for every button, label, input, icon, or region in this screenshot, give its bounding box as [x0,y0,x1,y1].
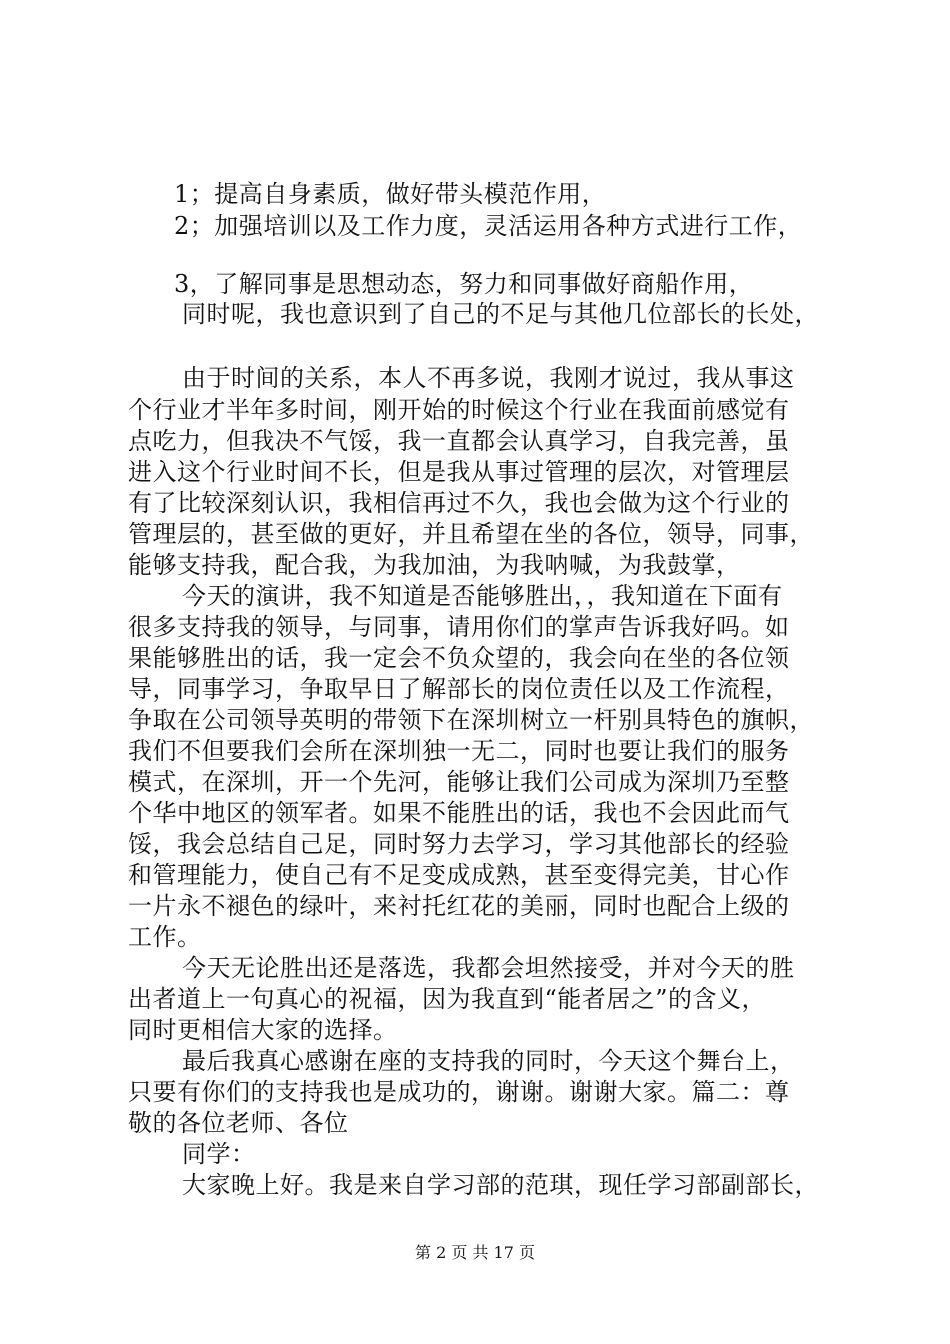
paragraph-line: 模式，在深圳，开一个先河，能够让我们公司成为深圳乃至整 [128,768,790,796]
paragraph-line: 敬的各位老师、各位 [128,1109,349,1137]
page-number-footer: 第 2 页 共 17 页 [415,1243,535,1262]
paragraph-line: 有了比较深刻认识，我相信再过不久，我也会做为这个行业的 [128,489,790,517]
paragraph-line: 进入这个行业时间不长，但是我从事过管理的层次，对管理层 [128,458,790,486]
paragraph-line: 很多支持我的领导，与同事，请用你们的掌声告诉我好吗。如 [128,613,790,641]
paragraph-line: 果能够胜出的话，我一定会不负众望的，我会向在坐的各位领 [128,644,790,672]
paragraph-line: 同学： [182,1140,256,1168]
paragraph-line: 个华中地区的领军者。如果不能胜出的话，我也不会因此而气 [128,799,790,827]
paragraph-line: 出者道上一句真心的祝福，因为我直到“能者居之”的含义， [128,985,767,1013]
list-item-3: 3，了解同事是思想动态，努力和同事做好商船作用， [174,270,754,298]
paragraph-line: 同时呢，我也意识到了自己的不足与其他几位部长的长处， [182,300,819,328]
paragraph-line: 今天无论胜出还是落选，我都会坦然接受，并对今天的胜 [182,954,795,982]
paragraph-line: 能够支持我，配合我，为我加油，为我呐喊，为我鼓掌， [128,551,741,579]
paragraph-line: 今天的演讲，我不知道是否能够胜出，，我知道在下面有 [182,582,783,610]
list-item-1: 1；提高自身素质，做好带头模范作用， [174,180,607,208]
paragraph-line: 一片永不褪色的绿叶，来衬托红花的美丽，同时也配合上级的 [128,892,790,920]
paragraph-line: 大家晚上好。我是来自学习部的范琪，现任学习部副部长， [182,1171,819,1199]
paragraph-line: 馁，我会总结自己足，同时努力去学习，学习其他部长的经验 [128,830,790,858]
paragraph-line: 只要有你们的支持我也是成功的，谢谢。谢谢大家。篇二：尊 [128,1078,790,1106]
paragraph-line: 导，同事学习，争取早日了解部长的岗位责任以及工作流程， [128,675,790,703]
paragraph-line: 管理层的，甚至做的更好，并且希望在坐的各位，领导，同事， [128,520,814,548]
paragraph-line: 争取在公司领导英明的带领下在深圳树立一杆别具特色的旗帜， [128,706,814,734]
list-item-2: 2；加强培训以及工作力度，灵活运用各种方式进行工作， [174,212,803,240]
paragraph-line: 工作。 [128,923,202,951]
paragraph-line: 和管理能力，使自己有不足变成成熟，甚至变得完美，甘心作 [128,861,790,889]
paragraph-line: 我们不但要我们会所在深圳独一无二，同时也要让我们的服务 [128,737,790,765]
paragraph-line: 同时更相信大家的选择。 [128,1016,398,1044]
paragraph-line: 最后我真心感谢在座的支持我的同时，今天这个舞台上， [182,1047,795,1075]
paragraph-line: 个行业才半年多时间，刚开始的时候这个行业在我面前感觉有 [128,396,790,424]
paragraph-line: 点吃力，但我决不气馁，我一直都会认真学习，自我完善，虽 [128,427,790,455]
paragraph-line: 由于时间的关系，本人不再多说，我刚才说过，我从事这 [182,364,795,392]
